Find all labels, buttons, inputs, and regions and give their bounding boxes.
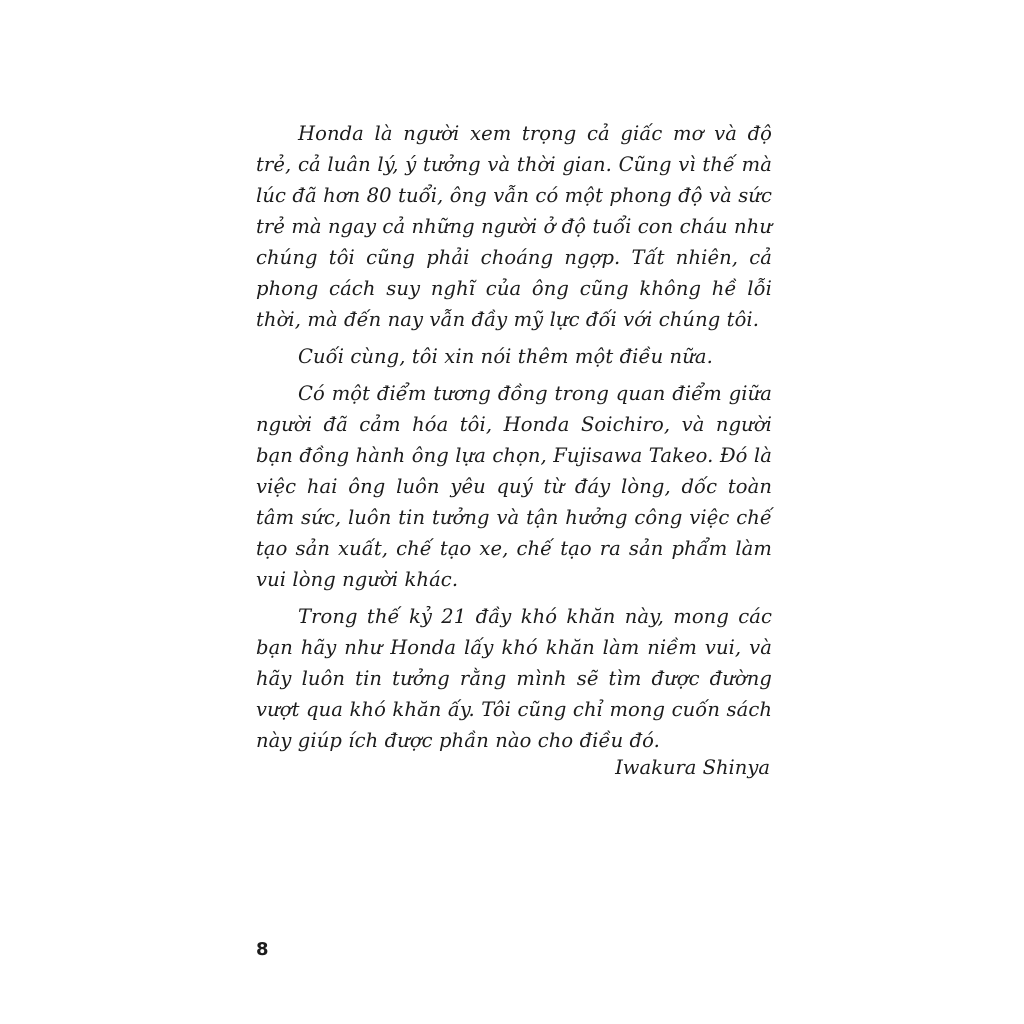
paragraph-3: Có một điểm tương đồng trong quan điểm giữa người đã cảm hóa tôi, Honda Soichiro, và người bạn đồng hành ông lựa chọn, Fujisawa Takeo. Đó là việc hai ông luôn yêu quý từ đáy lòng, dốc toàn tâm sức, luôn tin tưởng và tận hưởng công việc chế tạo sản xuất, chế tạo xe, chế tạo ra sản phẩm làm vui lòng người khác. [256,382,772,591]
paragraph-1: Honda là người xem trọng cả giấc mơ và độ trẻ, cả luân lý, ý tưởng và thời gian. Cũng vì thế mà lúc đã hơn 80 tuổi, ông vẫn có một phong độ và sức trẻ mà ngay cả những người ở độ tuổi con cháu như chúng tôi cũng phải choáng ngợp. Tất nhiên, cả phong cách suy nghĩ của ông cũng không hề lỗi thời, mà đến nay vẫn đầy mỹ lực đối với chúng tôi. [256,122,772,331]
paragraph-2: Cuối cùng, tôi xin nói thêm một điều nữa. [298,345,713,368]
page-number: 8 [256,939,269,960]
body-text [256,118,772,756]
author-signature: Iwakura Shinya [615,756,770,779]
paragraph-4: Trong thế kỷ 21 đầy khó khăn này, mong các bạn hãy như Honda lấy khó khăn làm niềm vui, và hãy luôn tin tưởng rằng mình sẽ tìm được đường vượt qua khó khăn ấy. Tôi cũng chỉ mong cuốn sách này giúp ích được phần nào cho điều đó. [256,605,772,752]
